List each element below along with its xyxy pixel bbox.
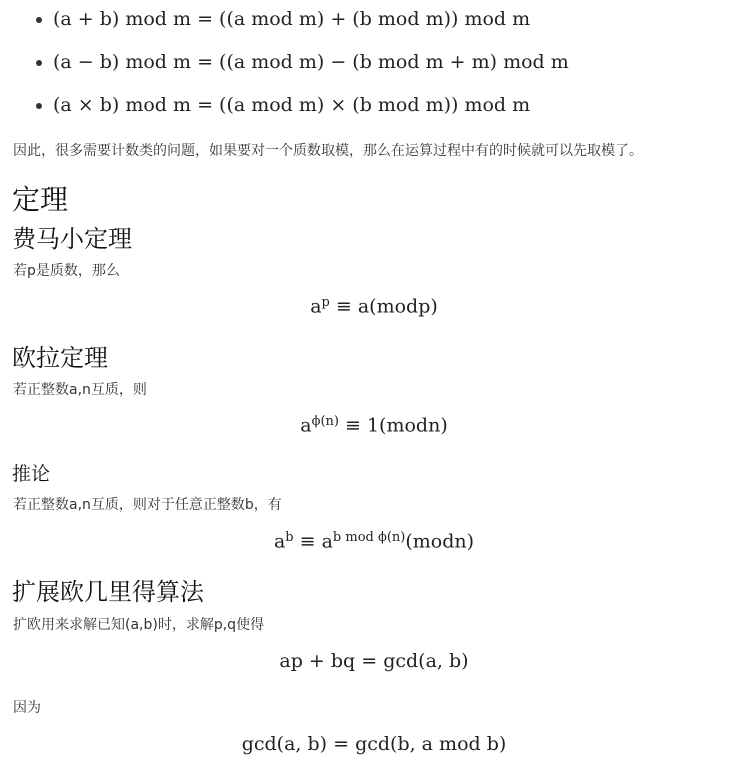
formula-exponent: ϕ(n): [311, 414, 339, 429]
corollary-condition: 若正整数a,n互质，则对于任意正整数b，有: [13, 497, 282, 513]
fermat-heading: 费马小定理: [12, 225, 132, 253]
gcd-recurrence-formula: [0, 733, 748, 755]
formula-middle: ≡ a: [293, 530, 333, 553]
euler-condition: 若正整数a,n互质，则: [13, 382, 147, 398]
formula-exponent: p: [321, 295, 330, 310]
formula-base: a: [273, 530, 286, 553]
section-title: 定理: [12, 183, 69, 216]
identity-multiplication: (a × b) mod m = ((a mod m) × (b mod m)) mod m: [53, 94, 531, 116]
exgcd-formula: [0, 650, 748, 672]
bullet-icon: [36, 17, 42, 23]
euler-heading: 欧拉定理: [12, 344, 108, 372]
formula-base: a: [300, 414, 312, 437]
identity-subtraction: (a − b) mod m = ((a mod m) − (b mod m + m) mod m: [53, 51, 569, 73]
corollary-heading: 推论: [12, 463, 51, 485]
exgcd-heading: 扩展欧几里得算法: [12, 578, 204, 606]
fermat-condition: 若p是质数，那么: [13, 263, 120, 279]
because-text: 因为: [13, 700, 41, 716]
formula-text: gcd(a, b) = gcd(b, a mod b): [241, 733, 507, 755]
bullet-icon: [36, 60, 42, 66]
fermat-formula: [0, 295, 748, 317]
corollary-formula: [0, 530, 748, 552]
formula-text: ap + bq = gcd(a, b): [279, 650, 469, 672]
formula-base: a: [310, 295, 322, 318]
bullet-icon: [36, 103, 42, 109]
formula-rest: (modn): [405, 530, 475, 553]
euler-formula: [0, 414, 748, 436]
identity-addition: (a + b) mod m = ((a mod m) + (b mod m)) mod m: [53, 8, 531, 30]
formula-rest: ≡ 1(modn): [338, 414, 448, 437]
formula-exponent: b: [285, 530, 294, 545]
intro-paragraph: 因此，很多需要计数类的问题，如果要对一个质数取模，那么在运算过程中有的时候就可以先取模了。: [13, 143, 643, 159]
formula-exponent-right: b mod ϕ(n): [332, 530, 406, 545]
formula-rest: ≡ a(modp): [329, 295, 438, 318]
exgcd-condition: 扩欧用来求解已知(a,b)时，求解p,q使得: [13, 617, 265, 633]
